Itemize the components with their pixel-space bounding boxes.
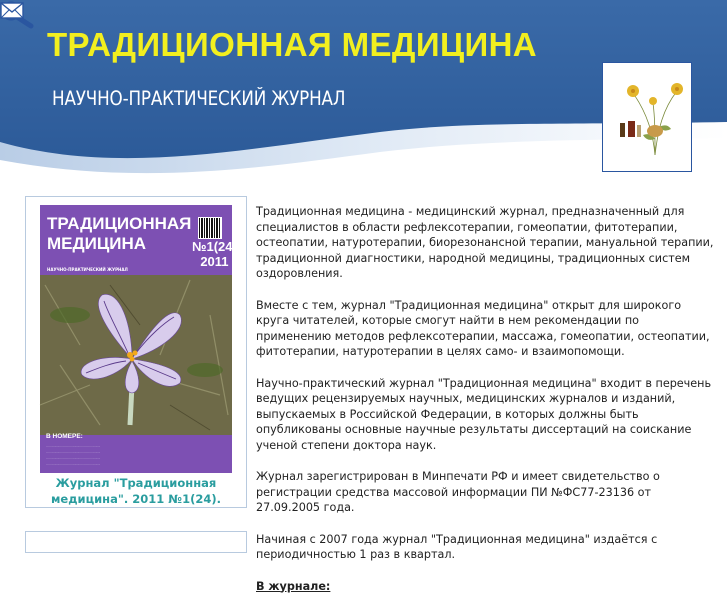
section-heading: В журнале: (256, 579, 716, 594)
cover-title: ТРАДИЦИОННАЯ МЕДИЦИНА (47, 214, 191, 254)
main-content (256, 204, 716, 594)
plant-illustration-thumbnail[interactable] (602, 62, 692, 172)
journal-cover-box (25, 196, 247, 508)
cover-contents-line: ························································· (46, 445, 100, 448)
cover-issue-number: №1(24) (192, 239, 237, 254)
cover-contents-line: ························································· (46, 463, 100, 466)
arnica-plant-image (603, 63, 691, 171)
secondary-box (25, 531, 247, 553)
site-header (0, 0, 727, 185)
cover-in-issue-label: В НОМЕРЕ: (46, 433, 83, 440)
paragraph: Традиционная медицина - медицинский журнал, предназначенный для специалистов в области рефлексотерапии, гомеопатии, фитотерапии, остеопатии, натуротерапии, биорезонансной терапии, мануальной терапии, традиционной диагностики, народной медицины, традиционных систем оздоровления. (256, 204, 716, 282)
paragraph: Начиная с 2007 года журнал "Традиционная медицина" издаётся с периодичностью 1 раз в квартал. (256, 532, 716, 563)
paragraph: Журнал зарегистрирован в Минпечати РФ и имеет свидетельство о регистрации средства массовой информации ПИ №ФС77-23136 от 27.09.2005 года. (256, 469, 716, 516)
cover-contents-line: ························································· (46, 451, 100, 454)
mail-icon[interactable] (0, 0, 24, 20)
crocus-flower-photo (40, 275, 232, 435)
site-title: ТРАДИЦИОННАЯ МЕДИЦИНА (47, 26, 537, 64)
journal-cover-image[interactable] (40, 205, 232, 473)
cover-caption-link[interactable]: Журнал "Традиционная медицина". 2011 №1(24). (30, 475, 242, 507)
cover-issue-year: 2011 (192, 254, 237, 269)
cover-issue (192, 239, 237, 269)
cover-subtitle: НАУЧНО-ПРАКТИЧЕСКИЙ ЖУРНАЛ (47, 267, 128, 272)
site-subtitle: НАУЧНО-ПРАКТИЧЕСКИЙ ЖУРНАЛ (52, 87, 345, 110)
paragraph: Научно-практический журнал "Традиционная медицина" входит в перечень ведущих рецензируемых научных, медицинских журналов и изданий, выпускаемых в Российской Федерации, в которых должны быть опубликованы основные научные результаты диссертаций на соискание ученой степени доктора наук. (256, 376, 716, 454)
cover-contents-line: ························································· (46, 457, 100, 460)
barcode-icon (198, 217, 222, 239)
paragraph: Вместе с тем, журнал "Традиционная медицина" открыт для широкого круга читателей, которые смогут найти в нем рекомендации по применению методов рефлексотерапии, массажа, гомеопатии, остеопатии, фитотерапии, натуротерапии в целях само- и взаимопомощи. (256, 298, 716, 360)
